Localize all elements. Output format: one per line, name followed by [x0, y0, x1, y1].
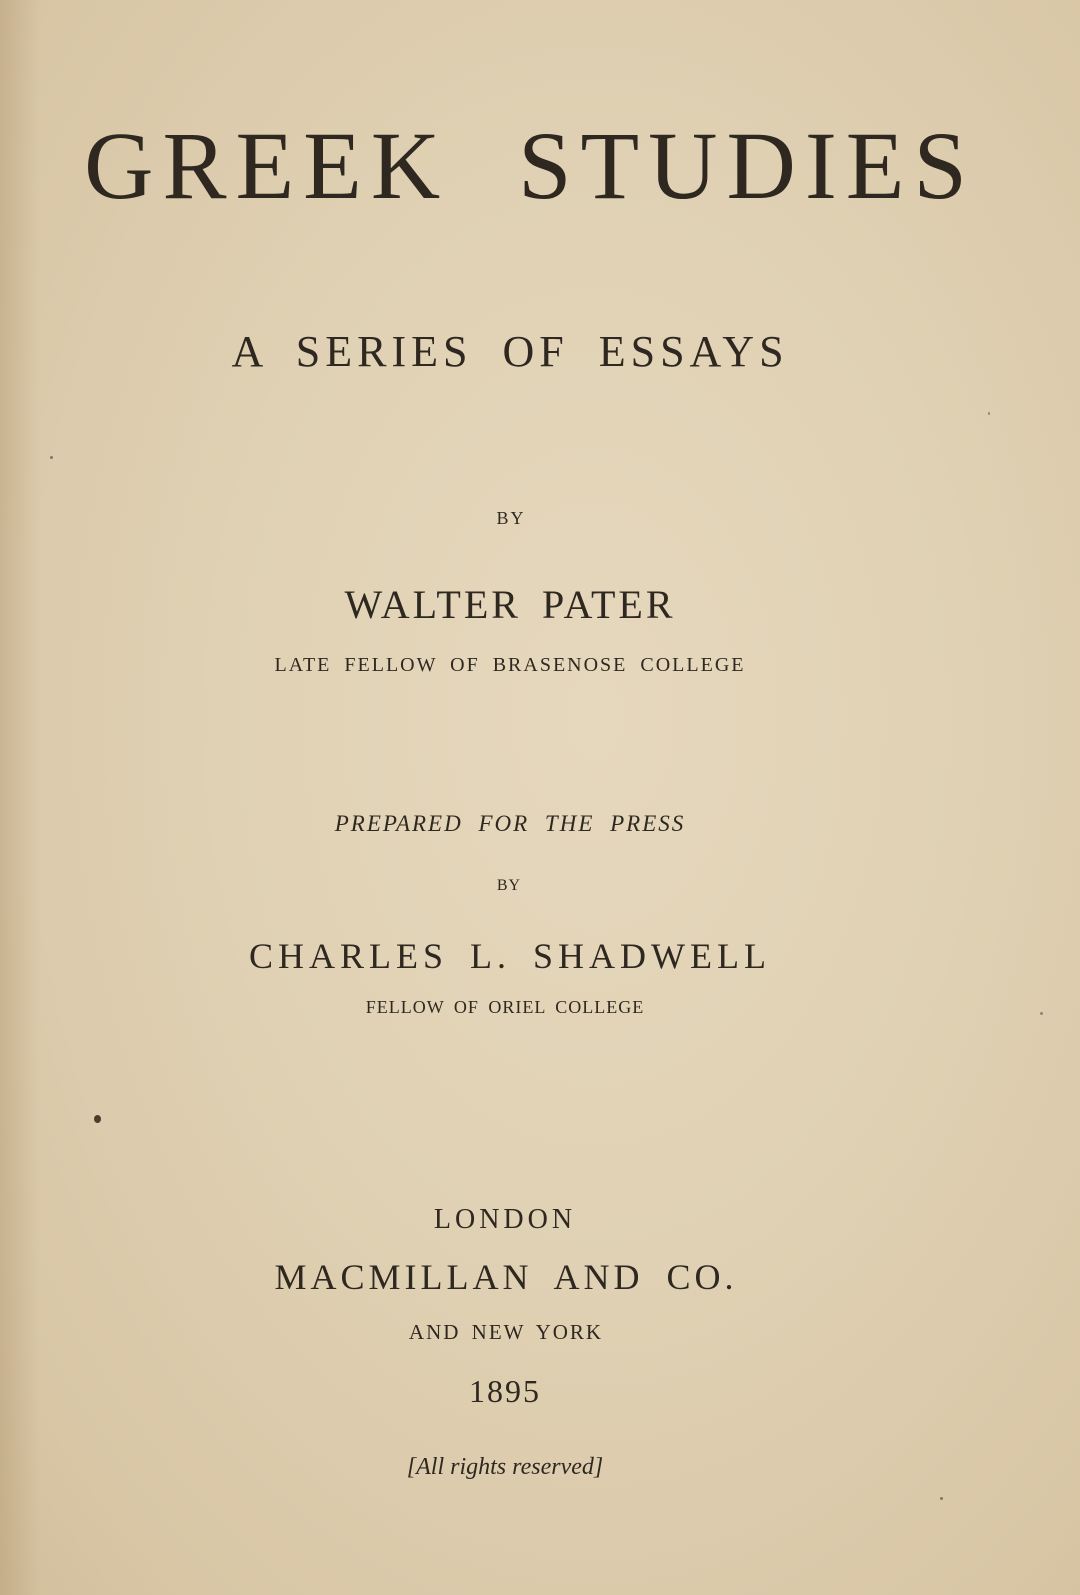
paper-speck [1040, 1012, 1043, 1015]
by-label-author: BY [496, 508, 526, 528]
publication-city: LONDON [433, 1204, 577, 1235]
rights-notice: [All rights reserved] [406, 1454, 604, 1480]
book-subtitle: A SERIES OF ESSAYS [231, 327, 789, 376]
editor-name: CHARLES L. SHADWELL [249, 936, 771, 976]
publisher-name: MACMILLAN AND CO. [274, 1257, 738, 1297]
paper-speck [940, 1497, 943, 1500]
author-affiliation: LATE FELLOW OF BRASENOSE COLLEGE [274, 654, 746, 676]
publisher-secondary-city: AND NEW YORK [408, 1320, 604, 1344]
paper-speck [50, 456, 53, 459]
author-name: WALTER PATER [344, 582, 676, 627]
book-title: GREEK STUDIES [84, 112, 976, 219]
by-label-editor: BY [496, 877, 522, 894]
page-edge-shadow [0, 0, 40, 1595]
editor-affiliation: FELLOW OF ORIEL COLLEGE [365, 997, 645, 1017]
publication-year: 1895 [469, 1373, 541, 1409]
paper-speck [94, 1115, 101, 1123]
prepared-note: PREPARED FOR THE PRESS [334, 811, 686, 836]
paper-speck [988, 412, 990, 415]
